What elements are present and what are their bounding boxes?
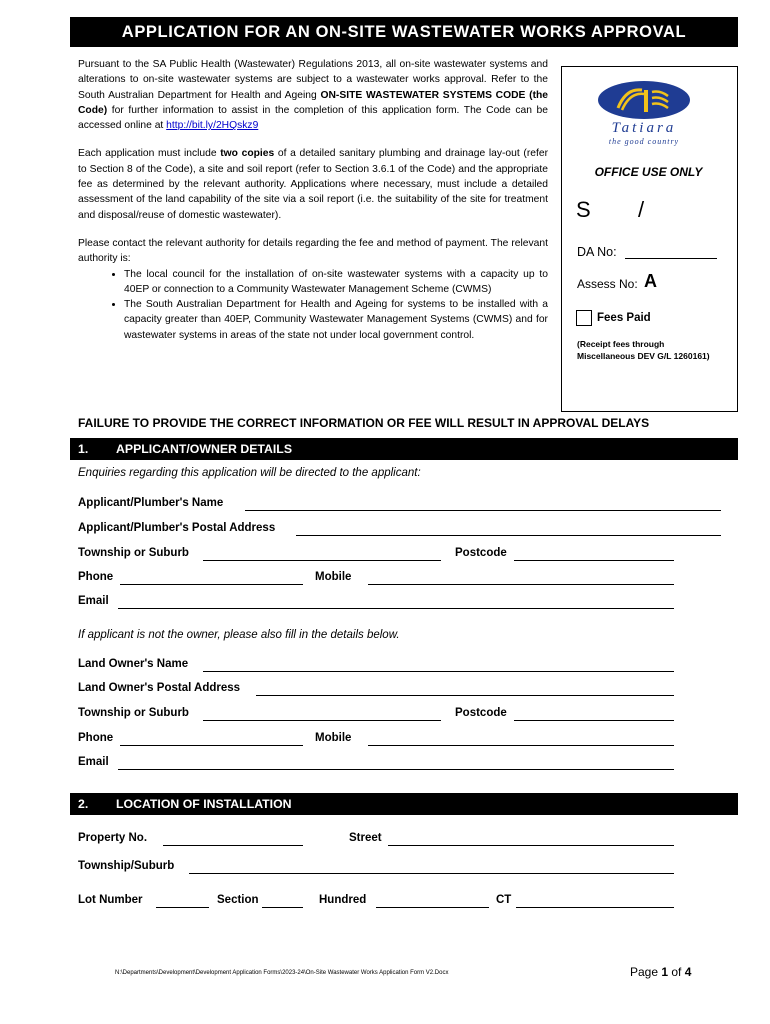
mobile-field[interactable]: [368, 584, 674, 585]
owner-name-label: Land Owner's Name: [78, 658, 189, 670]
s-label: S: [576, 197, 591, 222]
street-label: Street: [349, 832, 382, 844]
hundred-label: Hundred: [319, 894, 367, 906]
owner-address-field[interactable]: [256, 695, 674, 696]
assess-number-value: A: [644, 271, 657, 291]
owner-note: If applicant is not the owner, please also fill in the details below.: [78, 629, 400, 641]
intro-text: [78, 57, 548, 343]
owner-phone-field[interactable]: [120, 745, 303, 746]
street-field[interactable]: [388, 845, 674, 846]
owner-postcode-field[interactable]: [514, 720, 674, 721]
owner-name-field[interactable]: [203, 671, 674, 672]
tatiara-logo-icon: [596, 80, 692, 150]
property-no-label: Property No.: [78, 832, 148, 844]
township-suburb-field[interactable]: [189, 873, 674, 874]
list-item: • The local council for the installation of on-site wastewater systems with a capacity up to 40EP or connection to a Community Wastewater Management Scheme (CWMS): [124, 267, 548, 298]
list-item: • The South Australian Department for Health and Ageing for systems to be installed with a capacity greater than 40EP, Community Wastewater Management Systems (CWMS) and for wastewater systems in areas of the state not under local government control.: [124, 297, 548, 343]
applicant-address-field[interactable]: [296, 535, 721, 536]
logo-name: Tatiara: [611, 120, 677, 136]
intro-paragraph-1: Pursuant to the SA Public Health (Wastewater) Regulations 2013, all on-site wastewater systems and alterations to on-site wastewater systems are subject to a wastewater works approval. Refer to the South Australian Department for Health and Ageing ON-SITE WASTEWATER SYSTEMS CODE (the Code) for further information to assist in the completion of this application form. The Code can be accessed online at http://bit.ly/2HQskz9: [78, 59, 549, 132]
owner-email-field[interactable]: [118, 769, 674, 770]
fees-paid-checkbox[interactable]: [576, 310, 592, 326]
postcode-label: Postcode: [455, 547, 507, 559]
applicant-name-field[interactable]: [245, 510, 721, 511]
section-2-header: 2. LOCATION OF INSTALLATION: [70, 793, 738, 815]
phone-field[interactable]: [120, 584, 303, 585]
township-label: Township or Suburb: [78, 547, 189, 559]
applicant-address-label: Applicant/Plumber's Postal Address: [78, 522, 276, 534]
applicant-name-label: Applicant/Plumber's Name: [78, 497, 224, 509]
owner-email-label: Email: [78, 756, 109, 768]
owner-address-label: Land Owner's Postal Address: [78, 682, 241, 694]
ct-label: CT: [496, 894, 512, 906]
intro-paragraph-3: Please contact the relevant authority for details regarding the fee and method of payment. The relevant authority is:: [78, 237, 548, 265]
section-field[interactable]: [262, 907, 303, 908]
owner-mobile-label: Mobile: [315, 732, 352, 744]
ct-field[interactable]: [516, 907, 674, 908]
township-field[interactable]: [203, 560, 441, 561]
owner-township-field[interactable]: [203, 720, 441, 721]
hundred-field[interactable]: [376, 907, 489, 908]
code-link[interactable]: http://bit.ly/2HQskz9: [166, 120, 259, 132]
intro-paragraph-2: Each application must include two copies of a detailed sanitary plumbing and drainage lay-out (refer to Section 8 of the Code), a site and soil report (refer to Section 3.6.1 of the Code) and the appropriate fee as determined by the relevant authority. Applications where necessary, must include a detailed assessment of the land capability of the site via a soil report (i.e. the suitability of the site for treatment and disposal/reuse of domestic wastewater).: [78, 148, 548, 221]
da-number-field[interactable]: [625, 258, 717, 259]
property-no-field[interactable]: [163, 845, 303, 846]
warning-text: FAILURE TO PROVIDE THE CORRECT INFORMATION OR FEE WILL RESULT IN APPROVAL DELAYS: [78, 416, 650, 430]
logo-tagline: the good country: [608, 137, 680, 146]
postcode-field[interactable]: [514, 560, 674, 561]
page-title: APPLICATION FOR AN ON-SITE WASTEWATER WORKS APPROVAL: [70, 17, 738, 47]
da-number-label: DA No:: [577, 245, 617, 259]
email-label: Email: [78, 595, 109, 607]
enquiries-note: Enquiries regarding this application will be directed to the applicant:: [78, 467, 421, 479]
owner-township-label: Township or Suburb: [78, 707, 189, 719]
authority-list: [78, 267, 548, 343]
page-number: Page 1 of 4: [630, 965, 692, 979]
owner-phone-label: Phone: [78, 732, 114, 744]
owner-mobile-field[interactable]: [368, 745, 674, 746]
phone-label: Phone: [78, 571, 114, 583]
section-label: Section: [217, 894, 259, 906]
owner-postcode-label: Postcode: [455, 707, 507, 719]
office-use-title: OFFICE USE ONLY: [594, 165, 703, 179]
lot-number-label: Lot Number: [78, 894, 143, 906]
slash-label: /: [638, 197, 645, 222]
receipt-note: (Receipt fees through Miscellaneous DEV G/L 1260161): [577, 339, 710, 361]
township-suburb-label: Township/Suburb: [78, 860, 175, 872]
section-1-header: 1. APPLICANT/OWNER DETAILS: [70, 438, 738, 460]
assess-number-label: Assess No:: [577, 277, 638, 291]
email-field[interactable]: [118, 608, 674, 609]
lot-number-field[interactable]: [156, 907, 209, 908]
footer-file-path: N:\Departments\Development\Development Application Forms\2023-24\On-Site Wastewater Works Application Form V2.Docx: [115, 970, 449, 976]
fees-paid-label: Fees Paid: [597, 312, 651, 324]
mobile-label: Mobile: [315, 571, 352, 583]
